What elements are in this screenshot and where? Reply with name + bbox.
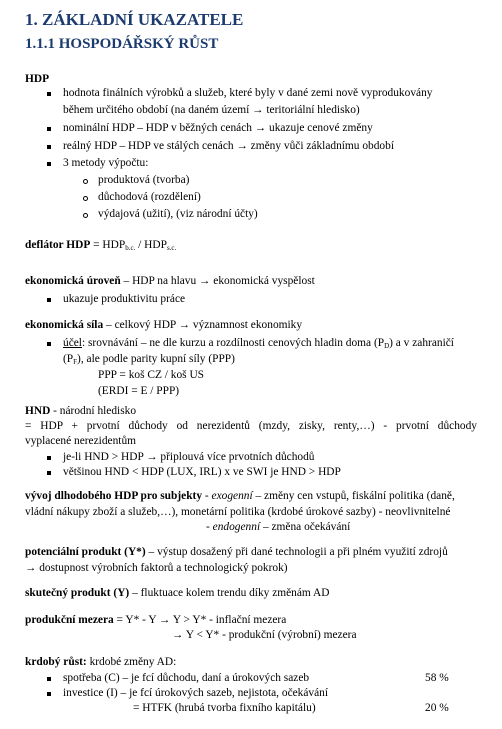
mezera-line-2: → Y < Y* - produkční (výrobní) mezera	[172, 629, 357, 641]
htfk-pct: 20 %	[425, 702, 449, 714]
eko-sila-item: účel: srovnávání – ne dle kurzu a rozdílnosti cenových hladin doma $(P_D)$ a v zahraničí	[63, 337, 454, 350]
bullet-icon	[47, 677, 51, 681]
hnd-item-1: je-li HND > HDP → připlouvá více prvotních důchodů	[63, 451, 315, 463]
bullet-icon	[47, 456, 51, 460]
ppp-formula: PPP = koš CZ / koš US	[98, 369, 205, 381]
bullet-icon	[47, 145, 51, 149]
circle-bullet-icon	[83, 179, 88, 184]
hnd-title: HND - národní hledisko	[25, 405, 137, 417]
bullet-icon	[47, 127, 51, 131]
heading-2: 1.1.1 HOSPODÁŘSKÝ RŮST	[25, 36, 219, 52]
krdoby-item-1: spotřeba (C) – je fcí důchodu, daní a úrokových sazeb	[63, 672, 310, 684]
method-2: důchodová (rozdělení)	[98, 191, 201, 203]
hdp-item-2: nominální HDP – HDP v běžných cenách → ukazuje cenové změny	[63, 122, 373, 134]
vyvoj-line-3: - endogenní – změna očekávání	[206, 521, 351, 533]
eko-sila-item-cont: $(P_F)$, ale podle parity kupní síly (PPP)	[63, 353, 235, 366]
bullet-icon	[47, 92, 51, 96]
potencialni-line-1: potenciální produkt (Y*) – výstup dosažený při dané technologii a při plném využití zdrojů	[25, 546, 448, 558]
eko-uroven-item: ukazuje produktivitu práce	[63, 293, 186, 305]
bullet-icon	[47, 342, 51, 346]
circle-bullet-icon	[83, 213, 88, 218]
htfk-line: = HTFK (hrubá tvorba fixního kapitálu)	[133, 702, 316, 714]
bullet-icon	[47, 162, 51, 166]
krdoby-item-2: investice (I) – je fcí úrokových sazeb, nejistota, očekávání	[63, 687, 329, 699]
hdp-item-1-cont: během určitého období (na daném území → teritoriální hledisko)	[63, 104, 360, 116]
eko-uroven-line: ekonomická úroveň – HDP na hlavu → ekonomická vyspělost	[25, 275, 315, 287]
vyvoj-line-2: vládní nákupy zboží a služeb,…), monetární politika (krdobé úrokové sazby) - neovlivnitelné	[25, 506, 451, 518]
circle-bullet-icon	[83, 196, 88, 201]
method-3: výdajová (užití), (viz národní účty)	[98, 208, 258, 220]
erdi-formula: (ERDI = E / PPP)	[98, 385, 180, 397]
vyvoj-line-1: vývoj dlhodobého HDP pro subjekty - exogenní – změny cen vstupů, fiskální politika (daně,	[25, 490, 455, 502]
method-1: produktová (tvorba)	[98, 174, 190, 186]
hnd-line-2: vyplacené nerezidentům	[25, 435, 137, 447]
bullet-icon	[47, 471, 51, 475]
hnd-item-2: většinou HND < HDP (LUX, IRL) x ve SWI je HND > HDP	[63, 466, 341, 478]
heading-1: 1. ZÁKLADNÍ UKAZATELE	[25, 10, 244, 29]
hdp-item-4: 3 metody výpočtu:	[63, 157, 149, 169]
potencialni-line-2: → dostupnost výrobních faktorů a technologický pokrok)	[25, 562, 288, 574]
hdp-item-3: reálný HDP – HDP ve stálých cenách → změny vůči základnímu období	[63, 140, 394, 152]
krdoby-item-1-pct: 58 %	[425, 672, 449, 684]
krdoby-line: krdobý růst: krdobé změny AD:	[25, 656, 177, 668]
mezera-line-1: produkční mezera = Y* - Y → Y > Y* - inflační mezera	[25, 614, 287, 626]
bullet-icon	[47, 298, 51, 302]
skutecny-line: skutečný produkt (Y) – fluktuace kolem trendu díky změnám AD	[25, 587, 330, 599]
hdp-title: HDP	[25, 73, 50, 85]
deflator-line: deflátor HDP = $HDP_{b.c.} / HDP_{s.c.}$	[25, 239, 177, 252]
bullet-icon	[47, 692, 51, 696]
hnd-line-1: = HDP + prvotní důchody od nerezidentů (mzdy, zisky, renty,…) - prvotní důchody	[25, 420, 477, 432]
eko-sila-line: ekonomická síla – celkový HDP → významnost ekonomiky	[25, 319, 303, 331]
hdp-item-1: hodnota finálních výrobků a služeb, které byly v dané zemi nově vyprodukovány	[63, 87, 433, 99]
